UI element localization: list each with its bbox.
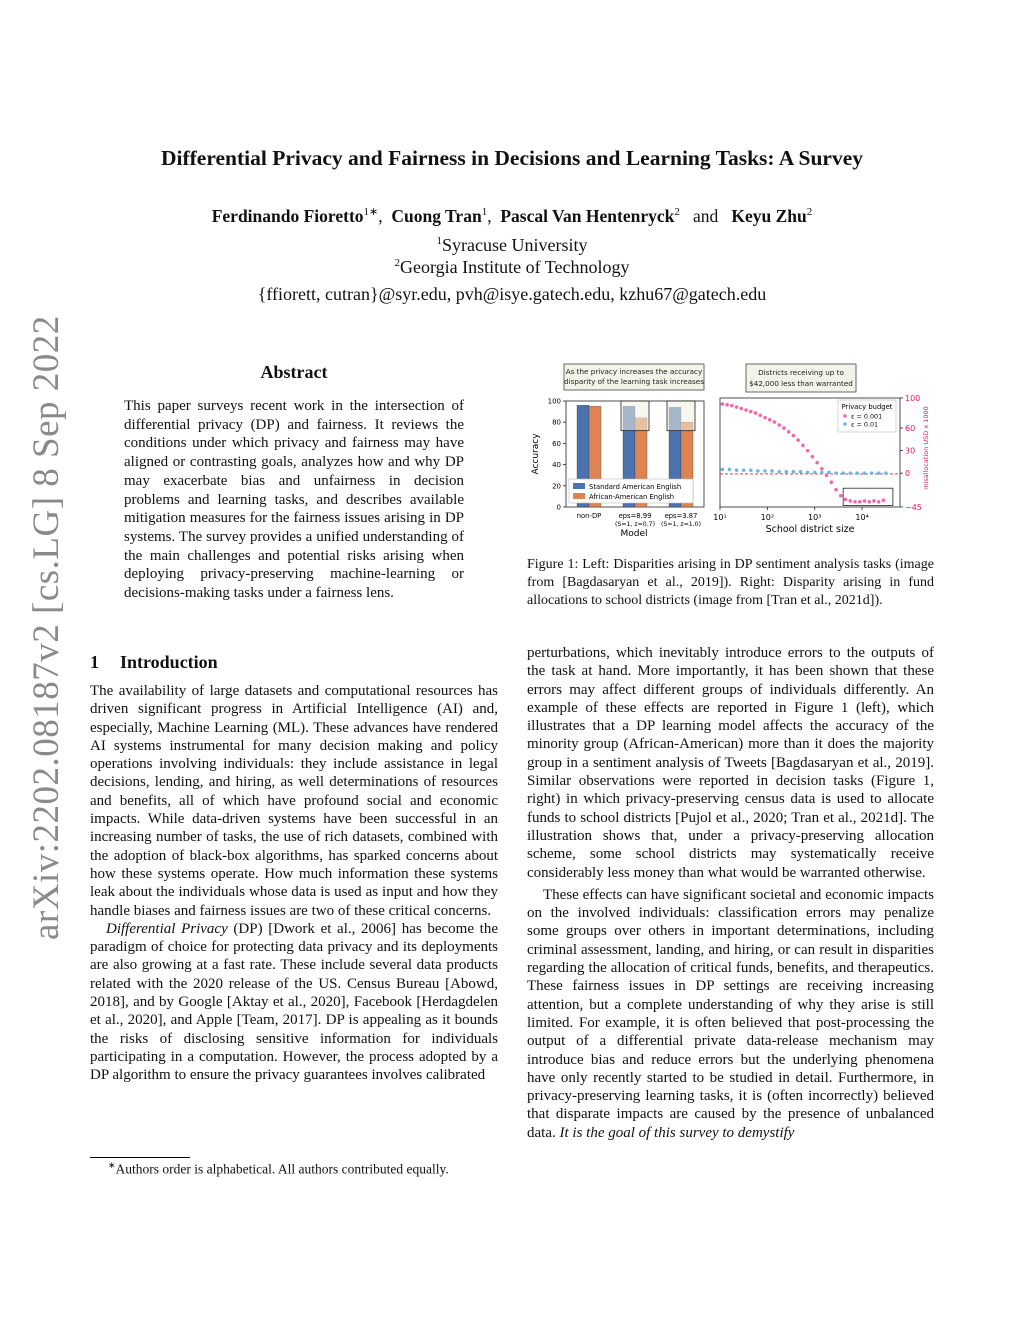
- data-point: [877, 471, 881, 475]
- section-heading: [90, 652, 498, 673]
- paragraph: [90, 920, 498, 1085]
- data-point: [806, 471, 810, 475]
- y-tick-label: 100: [905, 394, 921, 403]
- data-point: [820, 467, 824, 471]
- paragraph: The availability of large datasets and computational resources has driven significant progress in Artificial Intelligence (AI) and, especially, Machine Learning (ML). These advances have rendered AI systems instrumental for many decision making and policy operations involving individuals: they include assistance in legal decisions, lending, and hiring, as well determinations of resources and benefits, all of which have profound social and economic impacts. While data-driven systems have been successful in an increasing number of tasks, the use of rich datasets, combined with the adoption of black-box algorithms, has sparked concerns about how these systems operate. How much information these systems leak about the individuals whose data is used as input and how they handle biases and fairness issues are two of these critical concerns.: [90, 683, 498, 919]
- data-point: [777, 470, 781, 474]
- data-point: [721, 402, 725, 406]
- x-tick-label: 10³: [808, 513, 822, 522]
- author-sup: 2: [806, 206, 813, 218]
- paragraph-text: (DP) [Dwork et al., 2006] has become the paradigm of choice for protecting data privacy and its deployments are also growing at a fast rate. These include several data products related with the 2020 release of the US. Census Bureau [Abowd, 2018], and by Google [Aktay et al., 2020], Facebook [Herdagdelen et al., 2020], and Apple [Team, 2017]. DP is appealing as it bounds the risks of disclosing sensitive information for individuals participating in a computation. However, the process adopted by a DP algorithm to ensure the privacy guarantees involves calibrated: [90, 920, 498, 1084]
- section-title: Introduction: [120, 652, 218, 672]
- data-point: [792, 434, 796, 438]
- section-number: 1: [90, 652, 99, 672]
- scatter-chart-axes: [713, 394, 922, 522]
- figure-left-bar-chart: [528, 356, 712, 546]
- paragraph: [527, 886, 934, 1142]
- y-tick-label: 60: [905, 424, 916, 434]
- footnote: [90, 1160, 510, 1178]
- legend-label: African-American English: [589, 493, 675, 501]
- author-name: Pascal Van Hentenryck: [500, 205, 675, 226]
- paper-title: Differential Privacy and Fairness in Decisions and Learning Tasks: A Survey: [160, 146, 863, 170]
- data-point: [841, 471, 845, 475]
- legend-swatch: [573, 483, 585, 489]
- y-tick-label: 100: [547, 397, 561, 406]
- affiliation-name: Syracuse University: [442, 235, 588, 255]
- author-sup: 1: [481, 206, 488, 218]
- legend-marker: [843, 422, 847, 426]
- footnote-mark: ∗: [108, 1160, 116, 1170]
- data-point: [813, 471, 817, 475]
- y-tick-label: 20: [552, 482, 561, 491]
- y-tick-label: 80: [552, 418, 561, 427]
- data-point: [834, 488, 838, 492]
- data-point: [856, 471, 860, 475]
- data-point: [758, 413, 762, 417]
- data-point: [839, 494, 843, 498]
- affiliation-sup: 2: [394, 257, 400, 269]
- x-tick-label: eps=8.99: [618, 512, 652, 520]
- data-point: [725, 403, 729, 407]
- data-point: [730, 404, 734, 408]
- affiliation: [0, 235, 1024, 256]
- figure-right-scatter-chart: [712, 356, 934, 546]
- x-axis-label: School district size: [765, 524, 855, 535]
- y-tick-label: 30: [905, 446, 916, 456]
- italic-term: Differential Privacy: [106, 920, 228, 937]
- annotation-line: disparity of the learning task increases: [564, 377, 704, 386]
- data-point: [877, 500, 881, 504]
- data-point: [820, 471, 824, 475]
- data-point: [806, 449, 810, 453]
- data-point: [872, 499, 876, 503]
- data-point: [763, 416, 767, 420]
- data-point: [870, 471, 874, 475]
- legend-label: Standard American English: [589, 483, 682, 491]
- data-point: [787, 430, 791, 434]
- data-point: [844, 498, 848, 502]
- author-name: Cuong Tran: [391, 205, 482, 226]
- author-and: and: [692, 205, 719, 226]
- legend-marker: [843, 414, 847, 418]
- data-point: [827, 471, 831, 475]
- affiliation-sup: 1: [436, 235, 443, 247]
- data-point: [763, 469, 767, 473]
- y-tick-label: 0: [556, 503, 561, 512]
- x-tick-sublabel: (S=1, z=0.7): [614, 521, 656, 528]
- italic-text: It is the goal of this survey to demystify: [559, 1124, 795, 1141]
- data-point: [749, 468, 753, 472]
- footnote-text: Authors order is alphabetical. All authors contributed equally.: [115, 1161, 449, 1177]
- abstract-heading: Abstract: [260, 362, 328, 382]
- data-point: [815, 461, 819, 465]
- footnote-rule: [90, 1157, 190, 1158]
- annotation-line: As the privacy increases the accuracy: [565, 367, 703, 376]
- data-point: [785, 470, 789, 474]
- abstract-body: This paper surveys recent work in the intersection of differential privacy (DP) and fairness. It reviews the conditions under which privacy and fairness may have aligned or contrasting goals, analyzes how and why DP may exacerbate bias and unfairness in decision problems and learning tasks, and describes available mitigation measures for the fairness issues arising in DP systems. The survey provides a unified understanding of the main challenges and potential risks arising when deploying privacy-preserving machine-learning or decisions-making tasks under a fairness lens.: [124, 398, 464, 602]
- data-point: [882, 498, 886, 502]
- data-point: [811, 455, 815, 459]
- data-point: [721, 468, 725, 472]
- data-point: [735, 468, 739, 472]
- data-point: [749, 410, 753, 414]
- data-point: [801, 444, 805, 448]
- annotation-line: $42,000 less than warranted: [749, 379, 853, 388]
- y-tick-label: 60: [552, 439, 561, 448]
- legend-label: ε = 0.01: [851, 420, 879, 429]
- data-point: [756, 469, 760, 473]
- highlight-box: [621, 401, 649, 431]
- author-name: Ferdinando Fioretto: [211, 205, 364, 226]
- y-tick-label: −45: [905, 503, 922, 512]
- data-point: [863, 471, 867, 475]
- data-point: [863, 499, 867, 503]
- data-point: [848, 499, 852, 503]
- affiliation: [0, 257, 1024, 278]
- data-point: [858, 500, 862, 504]
- highlight-box: [667, 401, 695, 431]
- y-axis-label: misallocation USD x 1000: [922, 406, 930, 490]
- data-point: [825, 474, 829, 478]
- data-point: [830, 480, 834, 484]
- data-point: [728, 468, 732, 472]
- affiliation-name: Georgia Institute of Technology: [399, 257, 630, 277]
- data-point: [792, 470, 796, 474]
- arxiv-identifier: arXiv:2202.08187v2 [cs.LG] 8 Sep 2022: [26, 315, 67, 940]
- author-emails: {ffiorett, cutran}@syr.edu, pvh@isye.gatech.edu, kzhu67@gatech.edu: [257, 284, 767, 304]
- author-sup: 2: [674, 206, 680, 218]
- right-column-text: [527, 644, 934, 1142]
- legend-swatch: [573, 493, 585, 499]
- x-tick-label: non-DP: [576, 512, 602, 520]
- y-axis-label: Accuracy: [531, 433, 541, 475]
- y-tick-label: 0: [905, 469, 911, 479]
- y-tick-label: 40: [552, 461, 561, 470]
- x-tick-label: 10¹: [713, 513, 727, 522]
- legend-title: Privacy budget: [841, 403, 893, 411]
- legend-label: ε = 0.001: [851, 412, 883, 421]
- data-point: [782, 426, 786, 430]
- x-tick-label: 10⁴: [855, 513, 869, 522]
- figure-caption: Figure 1: Left: Disparities arising in DP sentiment analysis tasks (image from [Bagdasaryan et al., 2019]). Right: Disparity arising in fund allocations to school districts (image from [Tran et al., 2021d]).: [527, 557, 934, 608]
- author-sup: 1∗: [363, 206, 379, 218]
- annotation-line: Districts receiving up to: [758, 368, 844, 377]
- data-point: [799, 470, 803, 474]
- x-tick-label: 10²: [760, 513, 775, 522]
- author-sep: ,: [378, 205, 383, 226]
- data-point: [834, 471, 838, 475]
- x-axis-label: Model: [620, 529, 648, 539]
- data-point: [884, 471, 888, 475]
- data-point: [773, 420, 777, 424]
- author-name: Keyu Zhu: [731, 205, 807, 226]
- data-point: [770, 469, 774, 473]
- data-point: [744, 408, 748, 412]
- data-point: [796, 438, 800, 442]
- data-point: [740, 407, 744, 411]
- data-point: [867, 500, 871, 504]
- data-point: [735, 405, 739, 409]
- data-point: [853, 500, 857, 504]
- bar-chart-axes: [548, 398, 704, 529]
- x-tick-label: eps=3.87: [664, 512, 698, 520]
- paragraph-text: These effects can have significant societal and economic impacts on the involved individuals: classification errors may penalize some groups over others in important determinations, including criminal assessment, landing, and hiring, or can result in disparities regarding the allocation of critical funds, benefits, and therapeutics. These fairness issues in DP settings are receiving increasing attention, but a complete understanding of why they arise is still limited. For example, it is often believed that post-processing the output of a differential private data-release mechanism may introduce bias and reduce errors but the underlying phenomena have only recently started to be studied in detail. Furthermore, in privacy-preserving learning tasks, it is (often incorrectly) believed that disparate impacts are caused by the presence of unbalanced data.: [527, 886, 934, 1141]
- x-tick-sublabel: (S=1, z=1.0): [660, 521, 702, 528]
- data-point: [754, 411, 758, 415]
- paragraph: perturbations, which inevitably introduce errors to the outputs of the task at hand. More importantly, it has been shown that these errors may affect different groups of individuals differently. An example of these effects are reported in Figure 1 (left), which illustrates that a DP learning model affects the accuracy of the minority group (African-American) more than it does the majority group in a sentiment analysis of Tweets [Bagdasaryan et al., 2019]. Similar observations were reported in decision tasks (Figure 1, right) in which privacy-preserving census data is used to allocate funds to school districts [Pujol et al., 2020; Tran et al., 2021d]. The illustration shows that, under a privacy-preserving allocation scheme, some school districts may systematically receive considerably less money than what would be warranted otherwise.: [527, 645, 934, 881]
- data-point: [848, 471, 852, 475]
- data-point: [742, 468, 746, 472]
- data-point: [768, 418, 772, 422]
- data-point: [777, 423, 781, 427]
- left-column-text: [90, 682, 498, 1085]
- author-sep: ,: [487, 205, 492, 226]
- author-list: [0, 205, 1024, 227]
